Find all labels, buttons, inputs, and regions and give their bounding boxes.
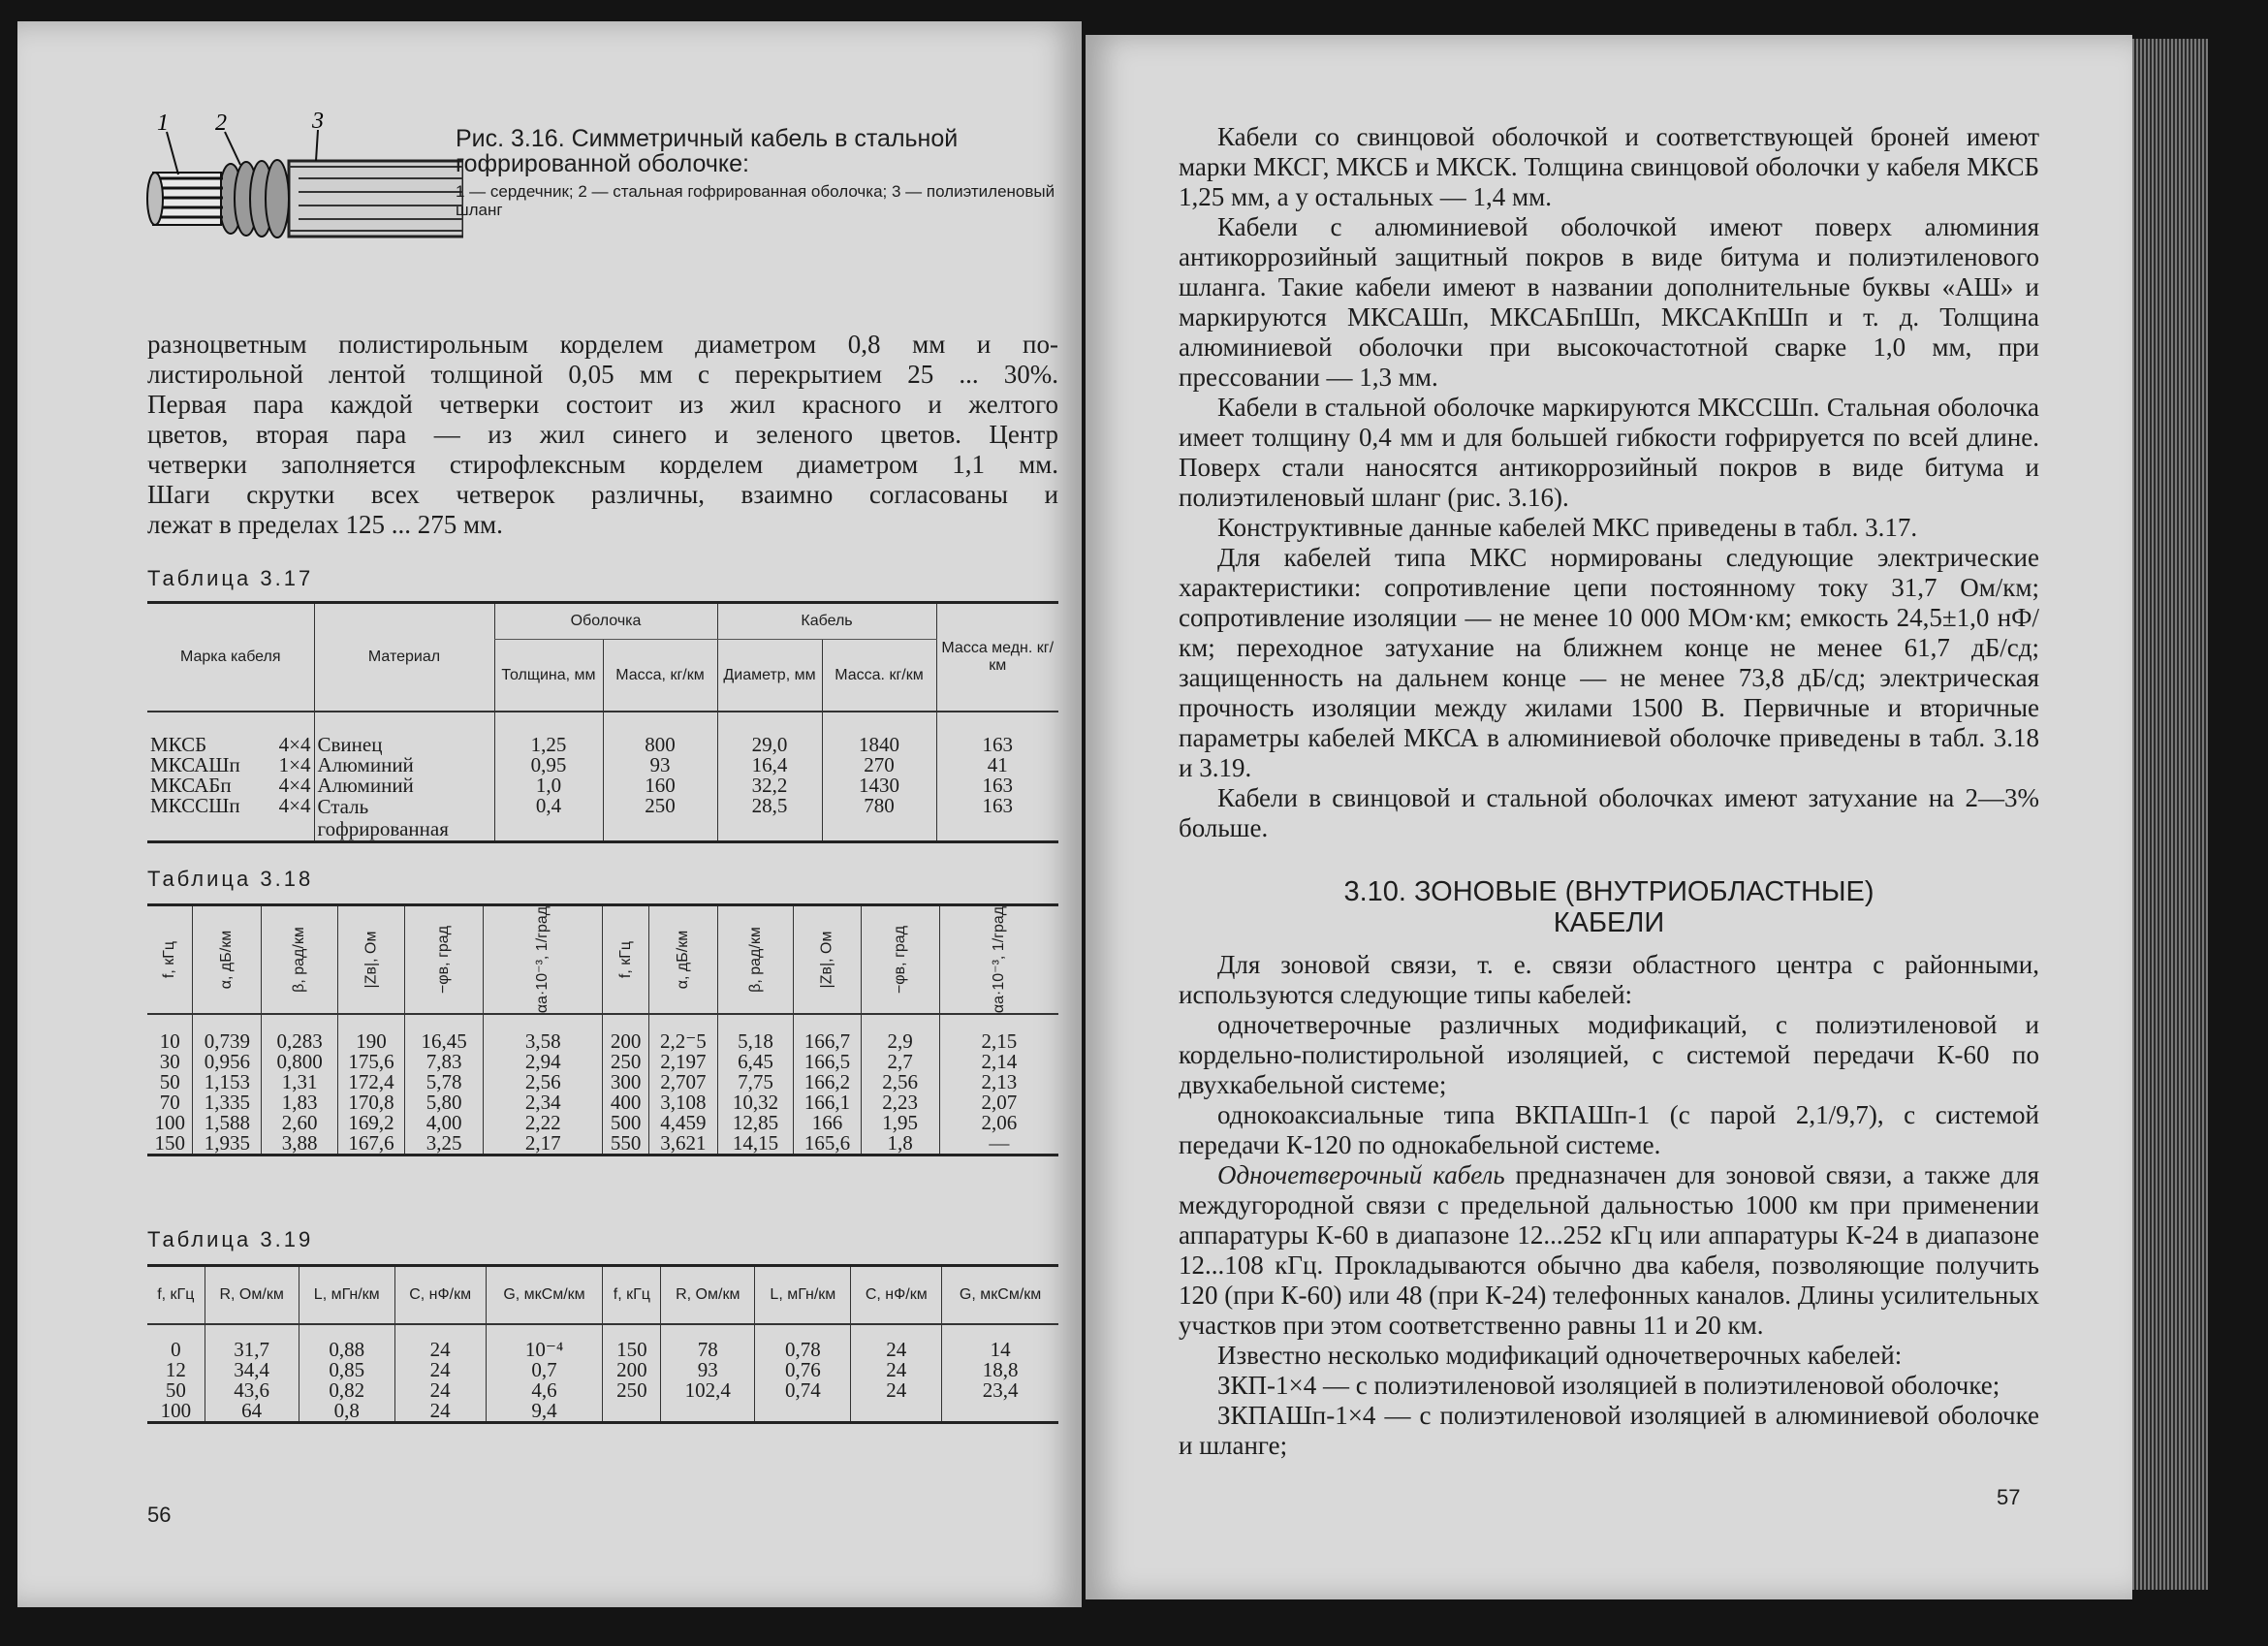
cell-cable-mass: 1430 [822, 776, 936, 796]
section-heading [1179, 876, 2039, 938]
table-3-19-caption: Таблица 3.19 [147, 1227, 314, 1251]
table-cell: 10 [159, 1029, 180, 1053]
cell-material: Алюминий [314, 776, 494, 796]
header-alpha: α, дБ/км [648, 905, 717, 1014]
cell-diameter: 29,0 [717, 735, 822, 755]
table-cell: 200 [603, 1360, 661, 1380]
header-thickness: Толщина, мм [494, 640, 603, 712]
paragraph: ЗКПАШп-1×4 — с полиэтиленовой изоляцией в алюминиевой оболочке и шланге; [1179, 1401, 2039, 1460]
table-3-18-caption: Таблица 3.18 [147, 867, 314, 891]
header-alpha-a: αа·10⁻³, 1/град [939, 905, 1058, 1014]
table-cell: 4,459 [648, 1113, 717, 1133]
table-cell: 300 [603, 1072, 648, 1092]
table-cell: 166,5 [794, 1052, 861, 1072]
table-cell: 0,76 [755, 1360, 851, 1380]
table-cell: 250 [603, 1052, 648, 1072]
table-row [147, 1401, 1058, 1423]
table-header: C, нФ/км [394, 1266, 486, 1324]
header-alpha: α, дБ/км [193, 905, 262, 1014]
table-cell: 1,935 [193, 1133, 262, 1155]
cell-thickness: 0,4 [494, 796, 603, 842]
table-cell: 34,4 [205, 1360, 299, 1380]
table-cell: 2,94 [484, 1052, 603, 1072]
table-cell: 2,23 [861, 1092, 939, 1113]
cell-sheath-mass: 160 [603, 776, 717, 796]
cell-material: Алюминий [314, 755, 494, 776]
table-row [147, 1052, 1058, 1072]
table-3-18 [147, 903, 1058, 1156]
cell-size: 1×4 [278, 753, 311, 776]
table-cell: 31,7 [205, 1340, 299, 1360]
table-cell: 18,8 [942, 1360, 1058, 1380]
table-cell: 4,6 [486, 1380, 603, 1401]
table-header: f, кГц [157, 1285, 195, 1303]
table-cell: — [939, 1133, 1058, 1155]
table-cell: 3,25 [405, 1133, 484, 1155]
table-cell: 78 [661, 1340, 755, 1360]
table-cell: 166,1 [794, 1092, 861, 1113]
table-cell: 170,8 [337, 1092, 404, 1113]
page-number: 56 [147, 1503, 172, 1527]
paragraph: Кабели со свинцовой оболочкой и соответствующей броней имеют марки МКСГ, МКСБ и МКСК. Толщина свинцовой оболочки у кабеля МКСБ 1,25 мм, а у остальных — 1,4 мм. [1179, 122, 2039, 211]
cell-copper-mass: 163 [936, 796, 1058, 842]
table-cell: 1,95 [861, 1113, 939, 1133]
table-header: R, Ом/км [661, 1266, 755, 1324]
header-zv: |Zв|, Ом [337, 905, 404, 1014]
book-page-edges [2128, 39, 2208, 1590]
cell-diameter: 16,4 [717, 755, 822, 776]
table-cell: 1,153 [193, 1072, 262, 1092]
table-cell: 24 [394, 1360, 486, 1380]
header-cable-mass: Масса. кг/км [822, 640, 936, 712]
header-f: f, кГц [161, 940, 178, 978]
table-cell: 1,335 [193, 1092, 262, 1113]
cell-copper-mass: 41 [936, 755, 1058, 776]
text-line: листирольной лентой толщиной 0,05 мм с перекрытием 25 ... 30%. [147, 360, 1058, 389]
table-cell: 2,15 [939, 1031, 1058, 1052]
section-heading-line: КАБЕЛИ [1553, 907, 1665, 938]
table-cell: 500 [603, 1113, 648, 1133]
table-cell: 1,588 [193, 1113, 262, 1133]
table-cell: 2,9 [861, 1031, 939, 1052]
cell-cable-mass: 270 [822, 755, 936, 776]
paragraph: одночетверочные различных модификаций, с полиэтиленовой и кордельно-полистирольной изоляцией, с системой передачи К-60 по двухкабельной системе; [1179, 1010, 2039, 1099]
table-cell: 166,7 [794, 1031, 861, 1052]
table-cell: 2,56 [484, 1072, 603, 1092]
cell-copper-mass: 163 [936, 776, 1058, 796]
table-cell: 7,75 [717, 1072, 794, 1092]
table-cell: 550 [603, 1133, 648, 1155]
table-cell: 4,00 [405, 1113, 484, 1133]
table-cell: 2,17 [484, 1133, 603, 1155]
table-cell: 64 [205, 1401, 299, 1423]
table-cell: 166 [794, 1113, 861, 1133]
table-cell: 5,80 [405, 1092, 484, 1113]
cell-copper-mass: 163 [936, 735, 1058, 755]
table-cell: 0,8 [299, 1401, 394, 1423]
table-cell: 0,283 [262, 1031, 338, 1052]
table-cell: 0,956 [193, 1052, 262, 1072]
table-cell: 10,32 [717, 1092, 794, 1113]
table-cell: 200 [603, 1031, 648, 1052]
table-cell: 2,7 [861, 1052, 939, 1072]
table-3-19 [147, 1264, 1058, 1424]
paragraph: Кабели в свинцовой и стальной оболочках имеют затухание на 2—3% больше. [1179, 783, 2039, 842]
paragraph: Известно несколько модификаций одночетверочных кабелей: [1217, 1341, 1903, 1370]
header-f: f, кГц [603, 905, 648, 1014]
table-cell: 50 [159, 1069, 180, 1093]
table-row [147, 755, 1058, 776]
cell-thickness: 0,95 [494, 755, 603, 776]
table-cell [603, 1401, 661, 1423]
table-cell: 24 [851, 1340, 942, 1360]
table-cell: 1,31 [262, 1072, 338, 1092]
table-row [147, 1380, 1058, 1401]
table-cell: 150 [603, 1340, 661, 1360]
table-cell: 1,8 [861, 1133, 939, 1155]
table-cell: 12,85 [717, 1113, 794, 1133]
cell-material: Сталь гофрированная [314, 796, 494, 842]
table-cell: 24 [851, 1380, 942, 1401]
table-cell: 30 [159, 1049, 180, 1073]
table-cell: 2,707 [648, 1072, 717, 1092]
table-row [147, 1031, 1058, 1052]
table-cell: 2,22 [484, 1113, 603, 1133]
table-header: L, мГн/км [299, 1266, 394, 1324]
table-cell: 5,78 [405, 1072, 484, 1092]
table-cell: 0,7 [486, 1360, 603, 1380]
table-row [147, 796, 1058, 842]
page-number: 57 [1997, 1485, 2021, 1509]
header-beta: β, рад/км [262, 905, 338, 1014]
table-cell: 166,2 [794, 1072, 861, 1092]
table-cell: 24 [394, 1401, 486, 1423]
table-header: C, нФ/км [851, 1266, 942, 1324]
table-cell: 100 [154, 1110, 185, 1134]
table-cell: 167,6 [337, 1133, 404, 1155]
table-cell: 24 [394, 1380, 486, 1401]
table-cell: 172,4 [337, 1072, 404, 1092]
figure-caption-legend: 1 — сердечник; 2 — стальная гофрированная оболочка; 3 — полиэтиленовый шланг [456, 182, 1055, 219]
table-row [147, 1360, 1058, 1380]
table-cell: 50 [165, 1377, 186, 1402]
cell-material: Свинец [314, 735, 494, 755]
header-material: Материал [314, 603, 494, 712]
table-cell: 3,88 [262, 1133, 338, 1155]
figure-label-1: 1 [157, 111, 169, 136]
table-row [147, 735, 1058, 755]
table-cell [755, 1401, 851, 1423]
table-cell: 14 [942, 1340, 1058, 1360]
table-cell: 0 [171, 1337, 181, 1361]
table-header: G, мкСм/км [486, 1266, 603, 1324]
table-cell: 2,60 [262, 1113, 338, 1133]
cable-figure [143, 111, 463, 256]
cell-cable-mass: 780 [822, 796, 936, 842]
table-cell: 24 [394, 1340, 486, 1360]
paragraph: ЗКП-1×4 — с полиэтиленовой изоляцией в полиэтиленовой оболочке; [1217, 1371, 2000, 1400]
table-cell: 0,82 [299, 1380, 394, 1401]
table-cell: 0,739 [193, 1031, 262, 1052]
right-text-top [1179, 122, 2039, 843]
table-cell: 0,74 [755, 1380, 851, 1401]
table-row [147, 1133, 1058, 1155]
table-cell: 102,4 [661, 1380, 755, 1401]
cell-size: 4×4 [278, 794, 311, 817]
cell-brand: МКССШп [150, 794, 240, 817]
cell-size: 4×4 [278, 733, 311, 756]
table-cell: 0,85 [299, 1360, 394, 1380]
table-cell: 3,58 [484, 1031, 603, 1052]
text-line: цветов, вторая пара — из жил синего и зеленого цветов. Центр [147, 420, 1058, 449]
text-line: четверки заполняется стирофлексным корделем диаметром 1,1 мм. [147, 450, 1058, 479]
header-zv: |Zв|, Ом [794, 905, 861, 1014]
paragraph: Для зоновой связи, т. е. связи областного центра с районными, используются следующие типы кабелей: [1179, 950, 2039, 1009]
table-cell [661, 1401, 755, 1423]
table-cell: 2,14 [939, 1052, 1058, 1072]
table-header: G, мкСм/км [942, 1266, 1058, 1324]
table-cell: 2,2⁻5 [648, 1031, 717, 1052]
table-cell: 6,45 [717, 1052, 794, 1072]
table-cell: 0,88 [299, 1340, 394, 1360]
table-cell: 2,197 [648, 1052, 717, 1072]
table-cell [942, 1401, 1058, 1423]
paragraph-rest: предназначен для зоновой связи, а также для междугородной связи с предельной дальностью 1000 км при применении аппаратуры К-60 в диапазоне 12...252 кГц или аппаратуры К-24 в диапазоне 12...108 кГц. Прокладываются обычно два кабеля, позволяющие получить 120 (при К-60) или 48 (при К-24) телефонных каналов. Длины усилительных участков при этом соответственно равны 11 и 20 км. [1179, 1160, 2039, 1340]
header-beta: β, рад/км [717, 905, 794, 1014]
paragraph: Конструктивные данные кабелей МКС приведены в табл. 3.17. [1217, 513, 1918, 542]
table-cell: 169,2 [337, 1113, 404, 1133]
table-cell: 400 [603, 1092, 648, 1113]
section-heading-line: 3.10. ЗОНОВЫЕ (ВНУТРИОБЛАСТНЫЕ) [1343, 876, 1874, 907]
cell-size: 4×4 [278, 774, 311, 797]
table-header: L, мГн/км [755, 1266, 851, 1324]
cell-cable-mass: 1840 [822, 735, 936, 755]
table-cell: 14,15 [717, 1133, 794, 1155]
table-cell: 250 [603, 1380, 661, 1401]
cell-thickness: 1,25 [494, 735, 603, 755]
table-row [147, 1092, 1058, 1113]
table-row [147, 1340, 1058, 1360]
table-3-17-caption: Таблица 3.17 [147, 566, 314, 590]
table-cell: 2,56 [861, 1072, 939, 1092]
figure-label-2: 2 [215, 111, 227, 136]
table-cell: 24 [851, 1360, 942, 1380]
cell-sheath-mass: 800 [603, 735, 717, 755]
cell-diameter: 28,5 [717, 796, 822, 842]
header-diameter: Диаметр, мм [717, 640, 822, 712]
table-cell: 7,83 [405, 1052, 484, 1072]
left-page [17, 21, 1082, 1607]
header-phi: −φв, град [405, 905, 484, 1014]
cell-sheath-mass: 93 [603, 755, 717, 776]
cell-diameter: 32,2 [717, 776, 822, 796]
table-cell: 43,6 [205, 1380, 299, 1401]
table-cell: 12 [165, 1357, 186, 1381]
table-cell: 5,18 [717, 1031, 794, 1052]
table-row [147, 1072, 1058, 1092]
header-sheath: Оболочка [494, 603, 717, 640]
right-page [1086, 35, 2132, 1599]
cell-brand: МКСАБп [150, 774, 232, 797]
paragraph [1179, 1160, 2039, 1341]
cell-brand: МКСАШп [150, 753, 240, 776]
paragraph: Кабели с алюминиевой оболочкой имеют поверх алюминия антикоррозийный защитный покров в виде битума и полиэтиленового шланга. Такие кабели имеют в названии дополнительные буквы «АШ» и маркируются МКСАШп, МКСАБпШп, МКСАКпШп и т. д. Толщина алюминиевой оболочки при высокочастотной сварке 1,0 мм, при прессовании — 1,3 мм. [1179, 212, 2039, 392]
table-cell: 0,800 [262, 1052, 338, 1072]
right-text-bottom [1179, 950, 2039, 1461]
figure-label-3: 3 [312, 111, 324, 134]
table-cell: 165,6 [794, 1133, 861, 1155]
table-cell: 100 [160, 1398, 192, 1422]
paragraph: Для кабелей типа МКС нормированы следующие электрические характеристики: сопротивление цепи постоянному току 31,7 Ом/км; сопротивление изоляции — не менее 10 000 МОм·км; емкость 24,5±1,0 нФ/км; переходное затухание на ближнем конце не менее 61,7 дБ/сд; защищенность на дальнем конце — не менее 73,8 дБ/сд; электрическая прочность изоляции между жилами 1500 В. Первичные и вторичные параметры кабелей МКСА в алюминиевой оболочке приведены в табл. 3.18 и 3.19. [1179, 543, 2039, 782]
table-cell: 70 [159, 1090, 180, 1114]
cell-sheath-mass: 250 [603, 796, 717, 842]
table-cell: 16,45 [405, 1031, 484, 1052]
table-cell: 9,4 [486, 1401, 603, 1423]
header-cable: Кабель [717, 603, 936, 640]
table-cell: 2,34 [484, 1092, 603, 1113]
cell-brand: МКСБ [150, 733, 207, 756]
italic-term: Одночетверочный кабель [1217, 1160, 1505, 1189]
table-cell: 3,621 [648, 1133, 717, 1155]
text-line: Шаги скрутки всех четверок различны, взаимно согласованы и [147, 480, 1058, 509]
table-cell [851, 1401, 942, 1423]
table-header: f, кГц [603, 1266, 661, 1324]
figure-caption-title: Рис. 3.16. Симметричный кабель в стальной гофрированной оболочке: [456, 125, 959, 177]
header-sheath-mass: Масса, кг/км [603, 640, 717, 712]
left-paragraph [147, 330, 1058, 540]
header-copper-mass: Масса медн. кг/км [936, 603, 1058, 712]
text-line: Первая пара каждой четверки состоит из жил красного и желтого [147, 390, 1058, 419]
table-cell: 2,13 [939, 1072, 1058, 1092]
table-3-17 [147, 601, 1058, 843]
table-cell: 10⁻⁴ [486, 1340, 603, 1360]
table-cell: 93 [661, 1360, 755, 1380]
table-header: R, Ом/км [205, 1266, 299, 1324]
table-row [147, 1113, 1058, 1133]
table-cell: 0,78 [755, 1340, 851, 1360]
table-cell: 3,108 [648, 1092, 717, 1113]
table-cell: 175,6 [337, 1052, 404, 1072]
header-brand: Марка кабеля [147, 603, 314, 712]
table-cell: 1,83 [262, 1092, 338, 1113]
table-row [147, 776, 1058, 796]
table-cell: 2,07 [939, 1092, 1058, 1113]
paragraph: Кабели в стальной оболочке маркируются МКССШп. Стальная оболочка имеет толщину 0,4 мм и для большей гибкости гофрируется по всей длине. Поверх стали наносятся антикоррозийный покров в виде битума и полиэтиленовый шланг (рис. 3.16). [1179, 393, 2039, 512]
text-line: лежат в пределах 125 ... 275 мм. [147, 510, 503, 539]
text-line: разноцветным полистирольным корделем диаметром 0,8 мм и по- [147, 330, 1058, 359]
table-cell: 190 [337, 1031, 404, 1052]
header-phi: −φв, град [861, 905, 939, 1014]
table-cell: 150 [154, 1130, 185, 1155]
table-cell: 23,4 [942, 1380, 1058, 1401]
table-cell: 2,06 [939, 1113, 1058, 1133]
header-alpha-a: αа·10⁻³, 1/град [484, 905, 603, 1014]
cell-thickness: 1,0 [494, 776, 603, 796]
paragraph: однокоаксиальные типа ВКПАШп-1 (с парой 2,1/9,7), с системой передачи К-120 по однокабельной системе. [1179, 1100, 2039, 1159]
